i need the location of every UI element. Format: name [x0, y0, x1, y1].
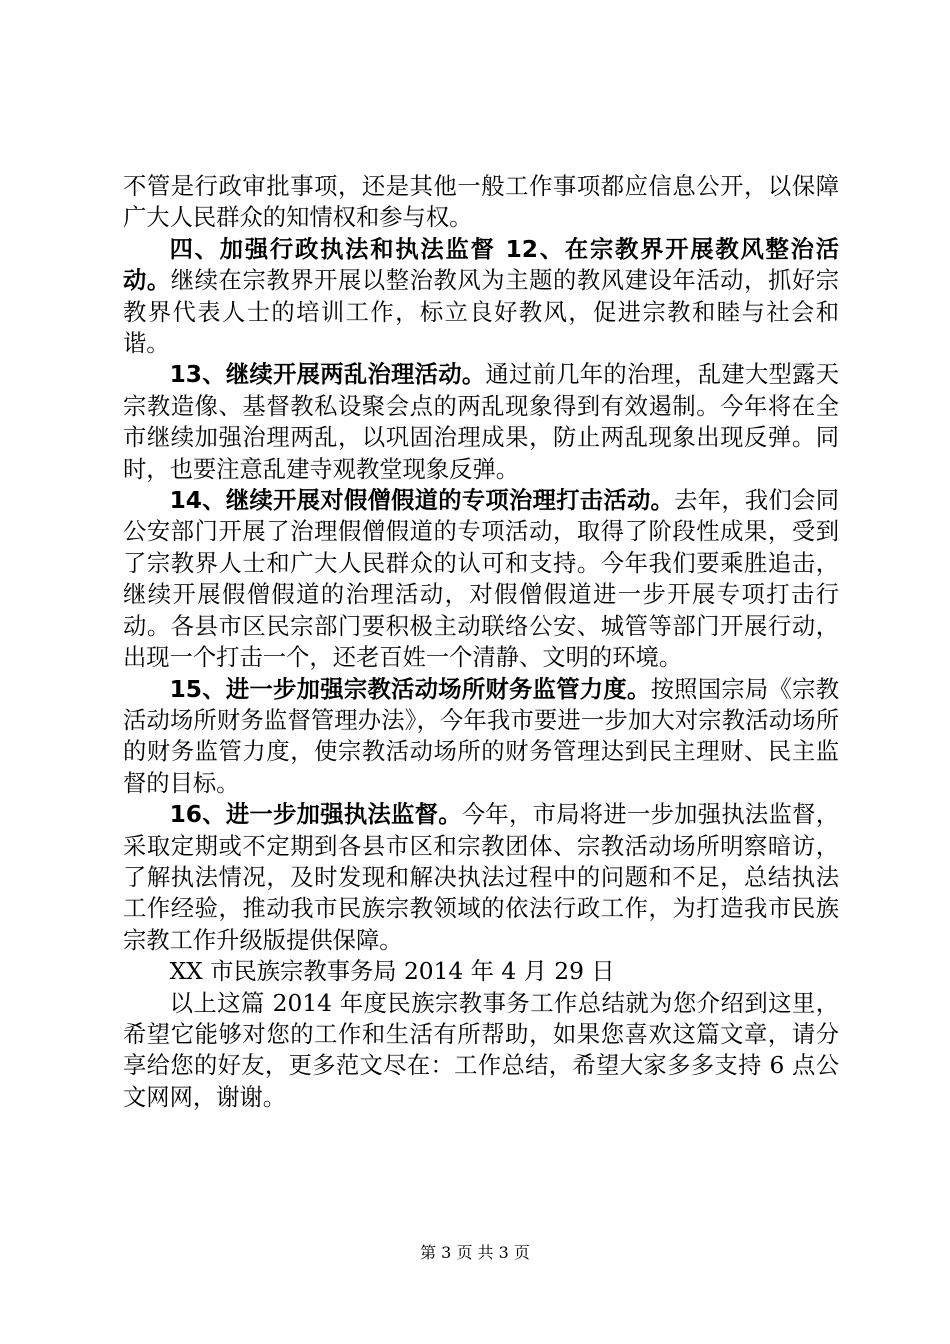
paragraph-item-16 [123, 799, 839, 956]
paragraph-text: 以上这篇 2014 年度民族宗教事务工作总结就为您介绍到这里，希望它能够对您的工作和生活有所帮助，如果您喜欢这篇文章，请分享给您的好友，更多范文尽在：工作总结，希望大家多多支持 6 点公文网网，谢谢。 [123, 989, 839, 1111]
paragraph-text: XX 市民族宗教事务局 2014 年 4 月 29 日 [169, 958, 615, 986]
paragraph-text: 继续在宗教界开展以整治教风为主题的教风建设年活动，抓好宗教界代表人士的培训工作，标立良好教风，促进宗教和睦与社会和谐。 [123, 267, 840, 358]
paragraph-heading: 四、加强行政执法和执法监督 12、在宗教界开展教风整治活动。 [123, 235, 839, 295]
closing-paragraph [123, 988, 839, 1114]
paragraph-heading: 13、继续开展两乱治理活动。 [169, 361, 486, 389]
paragraph-item-15 [123, 674, 839, 800]
paragraph-text: 今年，市局将进一步加强执法监督，采取定期或不定期到各县市区和宗教团体、宗教活动场所明察暗访，了解执法情况，及时发现和解决执法过程中的问题和不足，总结执法工作经验，推动我市民族宗教领域的依法行政工作，为打造我市民族宗教工作升级版提供保障。 [123, 801, 840, 954]
paragraph-text: 通过前几年的治理，乱建大型露天宗教造像、基督教私设聚会点的两乱现象得到有效遏制。今年将在全市继续加强治理两乱，以巩固治理成果，防止两乱现象出现反弹。同时，也要注意乱建寺观教堂现象反弹。 [123, 361, 840, 483]
page-number-label: 第 3 页 共 3 页 [420, 1243, 530, 1262]
paragraph-item-13 [123, 359, 839, 485]
signature-date-line [123, 956, 839, 987]
paragraph-text: 去年，我们会同公安部门开展了治理假僧假道的专项活动，取得了阶段性成果，受到了宗教界人士和广大人民群众的认可和支持。今年我们要乘胜追击，继续开展假僧假道的治理活动，对假僧假道进一步开展专项打击行动。各县市区民宗部门要积极主动联络公安、城管等部门开展行动，出现一个打击一个，还老百姓一个清静、文明的环境。 [123, 487, 840, 672]
paragraph-heading: 16、进一步加强执法监督。 [169, 801, 462, 829]
page-footer [0, 1243, 950, 1263]
paragraph-continuation [123, 171, 839, 234]
paragraph-heading: 14、继续开展对假僧假道的专项治理打击活动。 [169, 487, 675, 515]
paragraph-text: 按照国宗局《宗教活动场所财务监督管理办法》，今年我市要进一步加大对宗教活动场所的财务监管力度，使宗教活动场所的财务管理达到民主理财、民主监督的目标。 [123, 675, 840, 797]
paragraph-text: 不管是行政审批事项，还是其他一般工作事项都应信息公开，以保障广大人民群众的知情权和参与权。 [123, 173, 839, 232]
paragraph-item-14 [123, 485, 839, 673]
paragraph-heading: 15、进一步加强宗教活动场所财务监管力度。 [169, 675, 651, 703]
document-body [123, 171, 839, 1113]
paragraph-section-four [123, 234, 839, 360]
